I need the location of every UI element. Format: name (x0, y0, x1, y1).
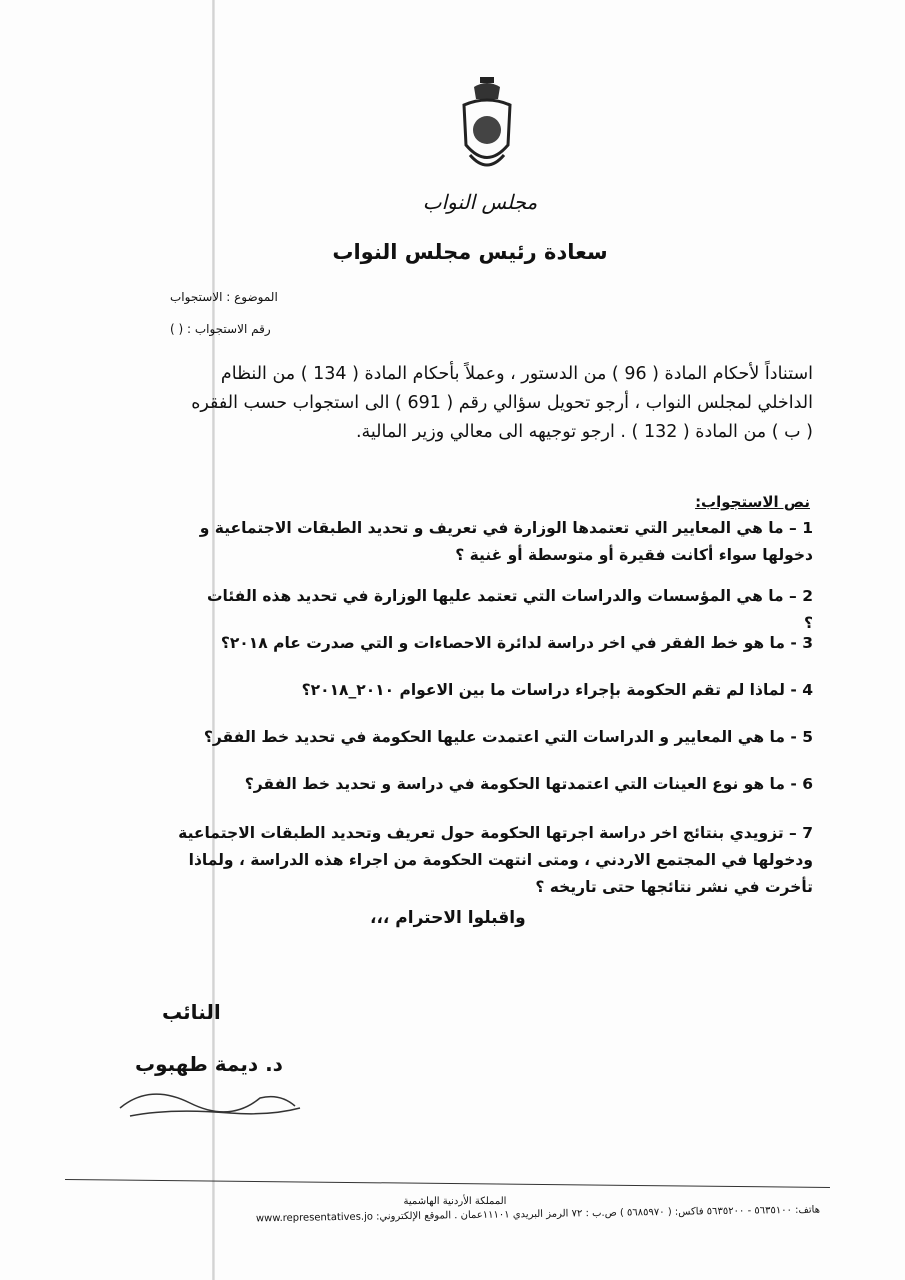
interpellation-number: رقم الاستجواب : ( ) (170, 322, 271, 336)
jordan-crest-logo (452, 75, 522, 185)
question-item: 4 - لماذا لم تقم الحكومة بإجراء دراسات ما بين الاعوام ٢٠١٠_٢٠١٨؟ (301, 681, 813, 699)
intro-line: استناداً لأحكام المادة ( 96 ) من الدستور ، وعملاً بأحكام المادة ( 134 ) من النظام (220, 364, 813, 384)
addressee-title: سعادة رئيس مجلس النواب (332, 240, 608, 264)
subject-line: الموضوع : الاستجواب (170, 290, 278, 304)
council-logo-text: مجلس النواب (422, 190, 538, 214)
handwritten-signature (110, 1078, 310, 1128)
footer-divider (65, 1179, 830, 1188)
kingdom-emblem-text: المملكة الأردنية الهاشمية (403, 1196, 507, 1207)
question-item: 6 - ما هو نوع العينات التي اعتمدتها الحكومة في دراسة و تحديد خط الفقر؟ (244, 775, 813, 793)
signatory-role: النائب (162, 1000, 221, 1024)
question-item: 3 - ما هو خط الفقر في اخر دراسة لدائرة الاحصاءات و التي صدرت عام ٢٠١٨؟ (220, 634, 813, 652)
question-item: 5 - ما هي المعايير و الدراسات التي اعتمدت عليها الحكومة في تحديد خط الفقر؟ (203, 728, 813, 746)
section-heading: نص الاستجواب: (695, 493, 810, 511)
intro-line: ( ب ) من المادة ( 132 ) . ارجو توجيهه الى معالي وزير المالية. (355, 422, 813, 442)
question-item: 1 – ما هي المعايير التي تعتمدها الوزارة في تعريف و تحديد الطبقات الاجتماعية و دخولها سواء أكانت فقيرة أو متوسطة أو غنية ؟ (199, 519, 813, 564)
intro-paragraph (163, 360, 813, 447)
signatory-name: د. ديمة طهبوب (135, 1052, 283, 1076)
question-item: 7 – تزويدي بنتائج اخر دراسة اجرتها الحكومة حول تعريف وتحديد الطبقات الاجتماعية ودخولها في المجتمع الاردني ، ومتى انتهت الحكومة من اجراء هذه الدراسة ، ولماذا تأخرت في نشر نتائجها حتى تاريخه ؟ (178, 824, 813, 896)
intro-line: الداخلي لمجلس النواب ، أرجو تحويل سؤالي رقم ( 691 ) الى استجواب حسب الفقره (191, 393, 813, 413)
contact-info: هاتف: ٥٦٣٥١٠٠ - ٥٦٣٥٢٠٠ فاكس: ( ٥٦٨٥٩٧٠ ) ص.ب : ٧٢ الرمز البريدي ١١١٠١عمان . الموقع الإلكتروني: www.representatives.jo (255, 1204, 821, 1225)
closing-line: واقبلوا الاحترام ،،، (370, 908, 526, 928)
question-item: 2 – ما هي المؤسسات والدراسات التي تعتمد عليها الوزارة في تحديد هذه الفئات ؟ (206, 587, 813, 632)
